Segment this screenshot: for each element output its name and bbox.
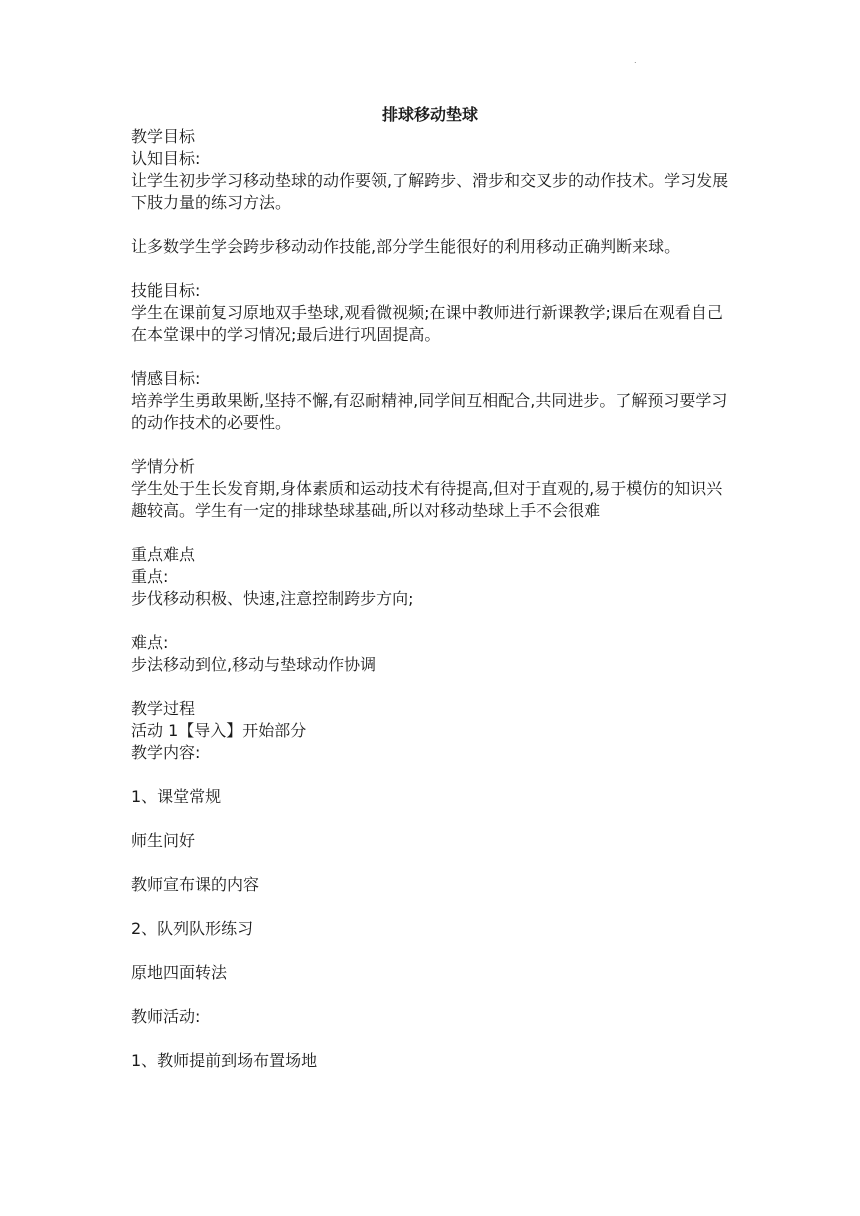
- document-title: 排球移动垫球: [381, 105, 478, 124]
- list-item: 原地四面转法: [131, 963, 228, 982]
- key-point-text: 步伐移动积极、快速,注意控制跨步方向;: [131, 589, 414, 608]
- list-item: 1、课堂常规: [131, 787, 222, 806]
- process-heading: 教学过程: [131, 699, 196, 718]
- cognitive-goal-text-2: 让多数学生学会跨步移动动作技能,部分学生能很好的利用移动正确判断来球。: [131, 237, 681, 256]
- activity-1-title: 活动 1【导入】开始部分: [131, 721, 307, 740]
- difficulty-label: 难点:: [131, 633, 169, 652]
- document-body: [131, 126, 733, 1072]
- list-item: 教师宣布课的内容: [131, 875, 260, 894]
- student-analysis-heading: 学情分析: [131, 457, 196, 476]
- cognitive-goal-text: 让学生初步学习移动垫球的动作要领,了解跨步、滑步和交叉步的动作技术。学习发展下肢力量的练习方法。: [131, 171, 729, 212]
- corner-mark: .: [634, 56, 637, 65]
- cognitive-goal-label: 认知目标:: [131, 149, 201, 168]
- key-points-heading: 重点难点: [131, 545, 196, 564]
- content-label: 教学内容:: [131, 743, 201, 762]
- emotion-goal-label: 情感目标:: [131, 369, 201, 388]
- list-item: 1、教师提前到场布置场地: [131, 1051, 318, 1070]
- teaching-goals-heading: 教学目标: [131, 127, 196, 146]
- skill-goal-label: 技能目标:: [131, 281, 201, 300]
- difficulty-text: 步法移动到位,移动与垫球动作协调: [131, 655, 377, 674]
- emotion-goal-text: 培养学生勇敢果断,坚持不懈,有忍耐精神,同学间互相配合,共同进步。了解预习要学习的动作技术的必要性。: [131, 391, 728, 432]
- list-item: 2、队列队形练习: [131, 919, 254, 938]
- key-point-label: 重点:: [131, 567, 169, 586]
- list-item: 师生问好: [131, 831, 196, 850]
- student-analysis-text: 学生处于生长发育期,身体素质和运动技术有待提高,但对于直观的,易于模仿的知识兴趣较高。学生有一定的排球垫球基础,所以对移动垫球上手不会很难: [131, 479, 723, 520]
- teacher-activity-label: 教师活动:: [131, 1007, 201, 1026]
- skill-goal-text: 学生在课前复习原地双手垫球,观看微视频;在课中教师进行新课教学;课后在观看自己在本堂课中的学习情况;最后进行巩固提高。: [131, 303, 723, 344]
